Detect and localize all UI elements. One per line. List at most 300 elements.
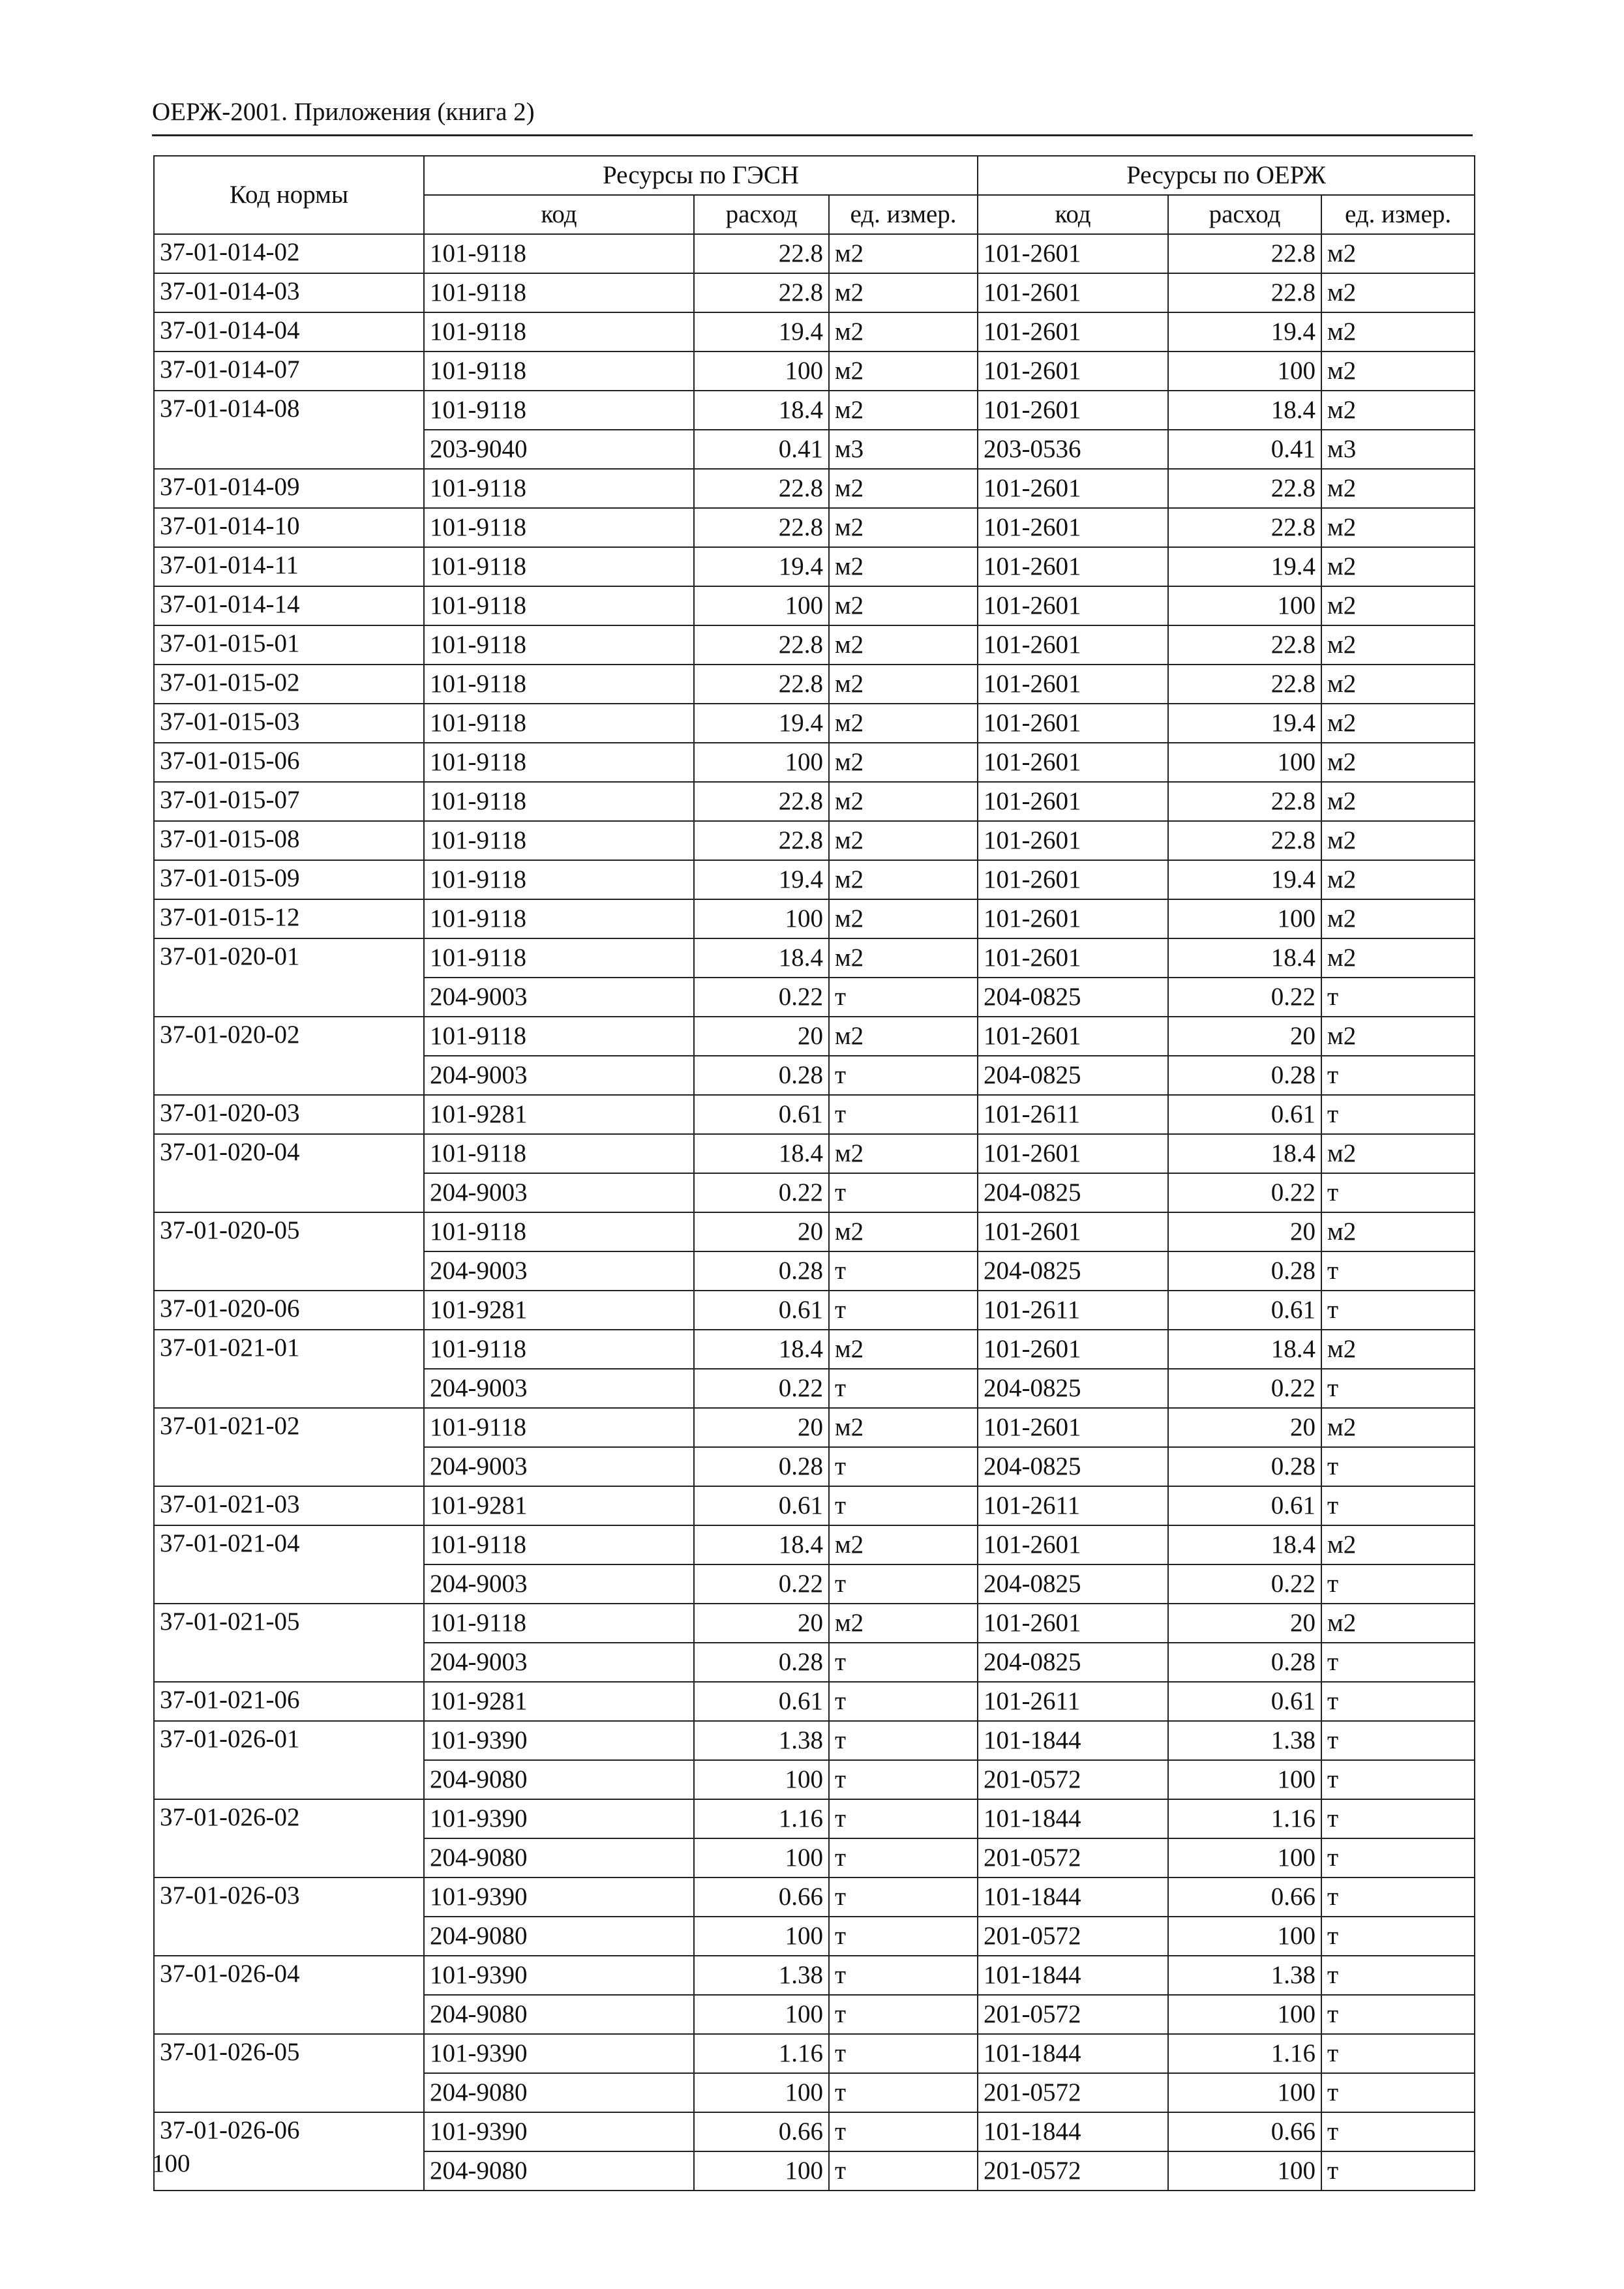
cell-norm-code: 37-01-020-02: [154, 1017, 424, 1095]
cell-gesn-unit: м2: [829, 782, 978, 821]
cell-norm-code: 37-01-014-07: [154, 352, 424, 391]
cell-gesn-code: 101-9118: [424, 1604, 694, 1643]
cell-norm-code: 37-01-014-11: [154, 547, 424, 586]
cell-gesn-unit: м2: [829, 743, 978, 782]
cell-gesn-code: 101-9390: [424, 2034, 694, 2073]
cell-norm-code: 37-01-015-01: [154, 625, 424, 665]
cell-gesn-code: 101-9118: [424, 469, 694, 508]
cell-gesn-rate: 100: [694, 1917, 829, 1956]
cell-oerzh-rate: 100: [1168, 899, 1321, 938]
cell-oerzh-unit: м2: [1321, 508, 1475, 547]
cell-gesn-code: 101-9118: [424, 821, 694, 860]
table-row: [154, 2034, 1475, 2073]
cell-norm-code: 37-01-026-01: [154, 1721, 424, 1799]
cell-gesn-rate: 19.4: [694, 312, 829, 352]
cell-gesn-rate: 1.38: [694, 1721, 829, 1760]
cell-oerzh-code: 101-2601: [978, 312, 1168, 352]
cell-gesn-code: 101-9118: [424, 508, 694, 547]
cell-gesn-rate: 20: [694, 1604, 829, 1643]
cell-gesn-code: 204-9080: [424, 2151, 694, 2191]
table-row: [154, 1525, 1475, 1564]
cell-gesn-unit: т: [829, 1486, 978, 1525]
cell-norm-code: 37-01-021-06: [154, 1682, 424, 1721]
cell-oerzh-code: 101-2601: [978, 1212, 1168, 1251]
cell-gesn-code: 203-9040: [424, 430, 694, 469]
cell-oerzh-unit: т: [1321, 1447, 1475, 1486]
table-row: [154, 1212, 1475, 1251]
cell-gesn-code: 101-9281: [424, 1291, 694, 1330]
cell-oerzh-unit: м2: [1321, 391, 1475, 430]
cell-oerzh-code: 101-2601: [978, 665, 1168, 704]
cell-oerzh-code: 101-1844: [978, 1799, 1168, 1838]
cell-norm-code: 37-01-026-04: [154, 1956, 424, 2034]
cell-gesn-code: 204-9080: [424, 1917, 694, 1956]
cell-oerzh-code: 201-0572: [978, 1917, 1168, 1956]
cell-gesn-code: 101-9390: [424, 1878, 694, 1917]
cell-norm-code: 37-01-014-08: [154, 391, 424, 469]
cell-oerzh-unit: т: [1321, 1643, 1475, 1682]
cell-oerzh-code: 204-0825: [978, 1369, 1168, 1408]
cell-oerzh-rate: 100: [1168, 2073, 1321, 2112]
table-row: [154, 352, 1475, 391]
cell-oerzh-rate: 100: [1168, 1917, 1321, 1956]
column-header-oerzh-code: код: [978, 195, 1168, 234]
table-row: [154, 743, 1475, 782]
cell-oerzh-code: 101-1844: [978, 2034, 1168, 2073]
cell-oerzh-rate: 22.8: [1168, 625, 1321, 665]
cell-oerzh-code: 101-2601: [978, 508, 1168, 547]
table-row: [154, 391, 1475, 430]
cell-gesn-code: 101-9281: [424, 1682, 694, 1721]
table-row: [154, 1134, 1475, 1173]
cell-oerzh-code: 101-2601: [978, 625, 1168, 665]
cell-gesn-code: 101-9281: [424, 1486, 694, 1525]
cell-oerzh-rate: 20: [1168, 1212, 1321, 1251]
cell-gesn-code: 204-9003: [424, 1564, 694, 1604]
cell-gesn-rate: 1.38: [694, 1956, 829, 1995]
cell-oerzh-code: 101-1844: [978, 2112, 1168, 2151]
cell-gesn-rate: 0.66: [694, 1878, 829, 1917]
cell-gesn-rate: 100: [694, 2151, 829, 2191]
cell-oerzh-rate: 100: [1168, 586, 1321, 625]
cell-gesn-unit: т: [829, 1056, 978, 1095]
cell-oerzh-code: 101-2601: [978, 469, 1168, 508]
cell-gesn-rate: 22.8: [694, 625, 829, 665]
cell-gesn-unit: м2: [829, 1408, 978, 1447]
cell-oerzh-rate: 100: [1168, 1995, 1321, 2034]
table-row: [154, 1799, 1475, 1838]
cell-gesn-rate: 1.16: [694, 1799, 829, 1838]
cell-gesn-unit: т: [829, 1799, 978, 1838]
cell-gesn-unit: м2: [829, 1330, 978, 1369]
cell-gesn-code: 204-9003: [424, 978, 694, 1017]
cell-gesn-code: 101-9118: [424, 273, 694, 312]
table-row: [154, 1291, 1475, 1330]
cell-oerzh-unit: м2: [1321, 743, 1475, 782]
cell-gesn-unit: м2: [829, 312, 978, 352]
cell-gesn-rate: 0.66: [694, 2112, 829, 2151]
cell-gesn-code: 101-9118: [424, 625, 694, 665]
cell-oerzh-code: 101-2601: [978, 899, 1168, 938]
cell-gesn-code: 204-9080: [424, 1995, 694, 2034]
cell-oerzh-unit: м2: [1321, 1134, 1475, 1173]
cell-oerzh-code: 101-2611: [978, 1682, 1168, 1721]
cell-norm-code: 37-01-026-02: [154, 1799, 424, 1878]
cell-gesn-unit: т: [829, 1878, 978, 1917]
column-header-gesn-rate: расход: [694, 195, 829, 234]
cell-gesn-unit: м2: [829, 1212, 978, 1251]
cell-oerzh-code: 204-0825: [978, 1173, 1168, 1212]
cell-oerzh-code: 101-2601: [978, 704, 1168, 743]
cell-gesn-unit: т: [829, 1173, 978, 1212]
cell-gesn-unit: м2: [829, 352, 978, 391]
cell-oerzh-unit: м2: [1321, 312, 1475, 352]
cell-gesn-code: 101-9118: [424, 547, 694, 586]
cell-gesn-unit: м2: [829, 899, 978, 938]
cell-oerzh-rate: 100: [1168, 1838, 1321, 1878]
cell-norm-code: 37-01-015-02: [154, 665, 424, 704]
table-row: [154, 1017, 1475, 1056]
cell-gesn-unit: м2: [829, 625, 978, 665]
cell-oerzh-rate: 0.66: [1168, 2112, 1321, 2151]
cell-norm-code: 37-01-015-06: [154, 743, 424, 782]
cell-gesn-rate: 0.22: [694, 1564, 829, 1604]
cell-gesn-rate: 18.4: [694, 391, 829, 430]
cell-oerzh-code: 101-2601: [978, 938, 1168, 978]
cell-gesn-rate: 22.8: [694, 782, 829, 821]
cell-gesn-code: 204-9080: [424, 2073, 694, 2112]
cell-oerzh-code: 203-0536: [978, 430, 1168, 469]
cell-gesn-code: 101-9118: [424, 312, 694, 352]
cell-oerzh-rate: 0.22: [1168, 978, 1321, 1017]
cell-norm-code: 37-01-026-03: [154, 1878, 424, 1956]
cell-gesn-rate: 0.41: [694, 430, 829, 469]
cell-oerzh-code: 101-2601: [978, 1330, 1168, 1369]
cell-oerzh-code: 101-2611: [978, 1486, 1168, 1525]
cell-gesn-code: 204-9003: [424, 1643, 694, 1682]
cell-oerzh-unit: м2: [1321, 821, 1475, 860]
cell-oerzh-code: 201-0572: [978, 1995, 1168, 2034]
cell-gesn-rate: 0.22: [694, 1369, 829, 1408]
cell-oerzh-unit: т: [1321, 1799, 1475, 1838]
cell-gesn-unit: м2: [829, 938, 978, 978]
cell-norm-code: 37-01-020-04: [154, 1134, 424, 1212]
cell-gesn-unit: м2: [829, 1604, 978, 1643]
cell-oerzh-unit: м2: [1321, 704, 1475, 743]
cell-oerzh-rate: 0.28: [1168, 1056, 1321, 1095]
cell-oerzh-unit: т: [1321, 2112, 1475, 2151]
cell-oerzh-rate: 0.28: [1168, 1643, 1321, 1682]
table-row: [154, 586, 1475, 625]
cell-norm-code: 37-01-020-01: [154, 938, 424, 1017]
column-header-gesn-code: код: [424, 195, 694, 234]
cell-oerzh-code: 101-2601: [978, 1134, 1168, 1173]
cell-gesn-rate: 0.61: [694, 1095, 829, 1134]
cell-oerzh-rate: 0.61: [1168, 1095, 1321, 1134]
cell-oerzh-code: 101-2601: [978, 586, 1168, 625]
cell-gesn-rate: 19.4: [694, 547, 829, 586]
cell-norm-code: 37-01-014-09: [154, 469, 424, 508]
cell-gesn-code: 101-9118: [424, 899, 694, 938]
cell-oerzh-code: 201-0572: [978, 1760, 1168, 1799]
cell-oerzh-unit: м2: [1321, 1017, 1475, 1056]
cell-norm-code: 37-01-014-03: [154, 273, 424, 312]
cell-oerzh-rate: 22.8: [1168, 782, 1321, 821]
cell-oerzh-unit: т: [1321, 1878, 1475, 1917]
cell-oerzh-rate: 1.38: [1168, 1721, 1321, 1760]
cell-oerzh-rate: 19.4: [1168, 547, 1321, 586]
cell-oerzh-code: 101-2601: [978, 352, 1168, 391]
cell-gesn-rate: 0.22: [694, 978, 829, 1017]
cell-oerzh-rate: 0.22: [1168, 1564, 1321, 1604]
cell-gesn-unit: м2: [829, 860, 978, 899]
cell-gesn-rate: 0.61: [694, 1486, 829, 1525]
cell-oerzh-unit: т: [1321, 1721, 1475, 1760]
cell-oerzh-unit: м2: [1321, 586, 1475, 625]
cell-gesn-unit: т: [829, 2073, 978, 2112]
cell-gesn-unit: т: [829, 1721, 978, 1760]
cell-oerzh-rate: 22.8: [1168, 234, 1321, 273]
cell-oerzh-unit: т: [1321, 1760, 1475, 1799]
cell-oerzh-unit: м3: [1321, 430, 1475, 469]
cell-oerzh-rate: 20: [1168, 1017, 1321, 1056]
cell-oerzh-code: 201-0572: [978, 1838, 1168, 1878]
cell-oerzh-rate: 100: [1168, 2151, 1321, 2191]
cell-gesn-unit: т: [829, 1917, 978, 1956]
cell-gesn-unit: м2: [829, 234, 978, 273]
table-row: [154, 625, 1475, 665]
cell-norm-code: 37-01-014-10: [154, 508, 424, 547]
cell-oerzh-unit: т: [1321, 1956, 1475, 1995]
cell-gesn-rate: 100: [694, 1838, 829, 1878]
cell-gesn-code: 101-9118: [424, 1330, 694, 1369]
cell-oerzh-unit: м2: [1321, 547, 1475, 586]
cell-oerzh-code: 201-0572: [978, 2073, 1168, 2112]
cell-gesn-unit: т: [829, 1447, 978, 1486]
cell-gesn-unit: т: [829, 1251, 978, 1291]
cell-gesn-code: 204-9003: [424, 1251, 694, 1291]
cell-gesn-rate: 22.8: [694, 821, 829, 860]
table-row: [154, 704, 1475, 743]
table-row: [154, 665, 1475, 704]
cell-gesn-unit: т: [829, 1369, 978, 1408]
cell-norm-code: 37-01-014-02: [154, 234, 424, 273]
cell-norm-code: 37-01-014-14: [154, 586, 424, 625]
cell-gesn-rate: 18.4: [694, 1330, 829, 1369]
cell-gesn-code: 101-9118: [424, 743, 694, 782]
cell-gesn-unit: м2: [829, 547, 978, 586]
table-row: [154, 821, 1475, 860]
cell-gesn-rate: 100: [694, 899, 829, 938]
cell-oerzh-code: 101-2601: [978, 547, 1168, 586]
cell-oerzh-unit: м2: [1321, 1525, 1475, 1564]
cell-oerzh-rate: 100: [1168, 1760, 1321, 1799]
cell-gesn-code: 101-9118: [424, 234, 694, 273]
cell-gesn-unit: т: [829, 1956, 978, 1995]
cell-oerzh-rate: 0.41: [1168, 430, 1321, 469]
cell-gesn-unit: т: [829, 2151, 978, 2191]
cell-gesn-rate: 0.61: [694, 1291, 829, 1330]
cell-oerzh-rate: 0.28: [1168, 1447, 1321, 1486]
cell-gesn-unit: т: [829, 978, 978, 1017]
table-row: [154, 1682, 1475, 1721]
cell-norm-code: 37-01-014-04: [154, 312, 424, 352]
cell-oerzh-unit: т: [1321, 1564, 1475, 1604]
cell-gesn-unit: т: [829, 1760, 978, 1799]
cell-gesn-code: 204-9080: [424, 1838, 694, 1878]
cell-gesn-unit: т: [829, 2034, 978, 2073]
cell-gesn-unit: м2: [829, 273, 978, 312]
cell-oerzh-unit: т: [1321, 1486, 1475, 1525]
cell-oerzh-code: 204-0825: [978, 978, 1168, 1017]
cell-oerzh-unit: т: [1321, 1251, 1475, 1291]
table-row: [154, 2112, 1475, 2151]
cell-norm-code: 37-01-020-06: [154, 1291, 424, 1330]
cell-oerzh-unit: т: [1321, 1995, 1475, 2034]
cell-norm-code: 37-01-015-07: [154, 782, 424, 821]
table-row: [154, 312, 1475, 352]
cell-oerzh-rate: 1.16: [1168, 2034, 1321, 2073]
cell-gesn-unit: м2: [829, 391, 978, 430]
cell-gesn-unit: м2: [829, 469, 978, 508]
cell-oerzh-code: 101-2601: [978, 1017, 1168, 1056]
cell-gesn-code: 204-9003: [424, 1447, 694, 1486]
header-title: ОЕРЖ-2001. Приложения (книга 2): [152, 98, 535, 126]
cell-gesn-rate: 20: [694, 1408, 829, 1447]
cell-gesn-rate: 22.8: [694, 665, 829, 704]
cell-gesn-code: 204-9003: [424, 1369, 694, 1408]
cell-oerzh-rate: 0.61: [1168, 1486, 1321, 1525]
cell-oerzh-rate: 22.8: [1168, 469, 1321, 508]
cell-oerzh-rate: 100: [1168, 352, 1321, 391]
cell-oerzh-unit: т: [1321, 1291, 1475, 1330]
cell-gesn-code: 204-9003: [424, 1056, 694, 1095]
cell-oerzh-code: 101-2601: [978, 391, 1168, 430]
table-row: [154, 1095, 1475, 1134]
table-head-row-groups: [154, 156, 1475, 195]
cell-gesn-rate: 0.28: [694, 1643, 829, 1682]
cell-oerzh-unit: т: [1321, 1095, 1475, 1134]
table-row: [154, 899, 1475, 938]
cell-oerzh-rate: 18.4: [1168, 1134, 1321, 1173]
cell-gesn-code: 101-9118: [424, 782, 694, 821]
cell-oerzh-code: 101-2601: [978, 1604, 1168, 1643]
cell-oerzh-unit: м2: [1321, 1330, 1475, 1369]
resources-table: [153, 155, 1475, 2191]
cell-oerzh-rate: 22.8: [1168, 665, 1321, 704]
cell-gesn-rate: 100: [694, 1760, 829, 1799]
cell-gesn-unit: м2: [829, 704, 978, 743]
cell-gesn-unit: м2: [829, 665, 978, 704]
table-row: [154, 1486, 1475, 1525]
cell-norm-code: 37-01-021-01: [154, 1330, 424, 1408]
cell-oerzh-rate: 19.4: [1168, 312, 1321, 352]
table-body: [154, 234, 1475, 2191]
cell-oerzh-code: 204-0825: [978, 1251, 1168, 1291]
cell-oerzh-unit: м2: [1321, 625, 1475, 665]
cell-oerzh-unit: т: [1321, 1173, 1475, 1212]
cell-norm-code: 37-01-021-04: [154, 1525, 424, 1604]
cell-gesn-code: 204-9080: [424, 1760, 694, 1799]
cell-gesn-rate: 22.8: [694, 469, 829, 508]
cell-oerzh-rate: 22.8: [1168, 508, 1321, 547]
cell-gesn-rate: 100: [694, 352, 829, 391]
cell-gesn-rate: 22.8: [694, 234, 829, 273]
cell-norm-code: 37-01-020-05: [154, 1212, 424, 1291]
cell-gesn-unit: м2: [829, 1017, 978, 1056]
cell-oerzh-code: 201-0572: [978, 2151, 1168, 2191]
cell-gesn-rate: 18.4: [694, 938, 829, 978]
cell-gesn-unit: т: [829, 2112, 978, 2151]
cell-oerzh-rate: 18.4: [1168, 391, 1321, 430]
cell-norm-code: 37-01-021-03: [154, 1486, 424, 1525]
cell-oerzh-code: 101-2601: [978, 273, 1168, 312]
cell-gesn-unit: т: [829, 1564, 978, 1604]
cell-oerzh-unit: м2: [1321, 1408, 1475, 1447]
cell-norm-code: 37-01-026-06: [154, 2112, 424, 2191]
cell-gesn-unit: т: [829, 1682, 978, 1721]
cell-oerzh-rate: 18.4: [1168, 1330, 1321, 1369]
cell-gesn-rate: 19.4: [694, 704, 829, 743]
cell-gesn-rate: 19.4: [694, 860, 829, 899]
cell-gesn-rate: 100: [694, 586, 829, 625]
cell-gesn-unit: м2: [829, 821, 978, 860]
table-row: [154, 1956, 1475, 1995]
cell-oerzh-unit: т: [1321, 1056, 1475, 1095]
cell-gesn-unit: м3: [829, 430, 978, 469]
cell-oerzh-rate: 22.8: [1168, 821, 1321, 860]
cell-gesn-code: 101-9118: [424, 1134, 694, 1173]
cell-oerzh-rate: 100: [1168, 743, 1321, 782]
cell-norm-code: 37-01-026-05: [154, 2034, 424, 2112]
cell-gesn-unit: м2: [829, 508, 978, 547]
table-row: [154, 782, 1475, 821]
cell-norm-code: 37-01-015-08: [154, 821, 424, 860]
table-row: [154, 860, 1475, 899]
cell-oerzh-rate: 18.4: [1168, 938, 1321, 978]
cell-gesn-rate: 0.22: [694, 1173, 829, 1212]
cell-norm-code: 37-01-015-12: [154, 899, 424, 938]
cell-gesn-rate: 100: [694, 2073, 829, 2112]
cell-gesn-rate: 1.16: [694, 2034, 829, 2073]
cell-oerzh-rate: 0.61: [1168, 1291, 1321, 1330]
table-row: [154, 1330, 1475, 1369]
table-row: [154, 1878, 1475, 1917]
cell-oerzh-unit: м2: [1321, 665, 1475, 704]
cell-gesn-rate: 100: [694, 1995, 829, 2034]
table-row: [154, 234, 1475, 273]
cell-gesn-rate: 20: [694, 1017, 829, 1056]
table-row: [154, 469, 1475, 508]
table-row: [154, 1408, 1475, 1447]
cell-oerzh-code: 101-2601: [978, 782, 1168, 821]
column-header-oerzh-unit: ед. измер.: [1321, 195, 1475, 234]
cell-gesn-code: 101-9118: [424, 1408, 694, 1447]
cell-oerzh-unit: т: [1321, 2151, 1475, 2191]
cell-oerzh-unit: м2: [1321, 782, 1475, 821]
table-head: [154, 156, 1475, 234]
cell-gesn-rate: 22.8: [694, 273, 829, 312]
cell-oerzh-unit: м2: [1321, 352, 1475, 391]
cell-oerzh-code: 204-0825: [978, 1447, 1168, 1486]
cell-oerzh-code: 204-0825: [978, 1643, 1168, 1682]
cell-oerzh-code: 101-2611: [978, 1291, 1168, 1330]
cell-gesn-unit: м2: [829, 1525, 978, 1564]
cell-gesn-rate: 0.61: [694, 1682, 829, 1721]
cell-norm-code: 37-01-015-03: [154, 704, 424, 743]
cell-oerzh-rate: 20: [1168, 1604, 1321, 1643]
cell-oerzh-code: 101-2601: [978, 821, 1168, 860]
